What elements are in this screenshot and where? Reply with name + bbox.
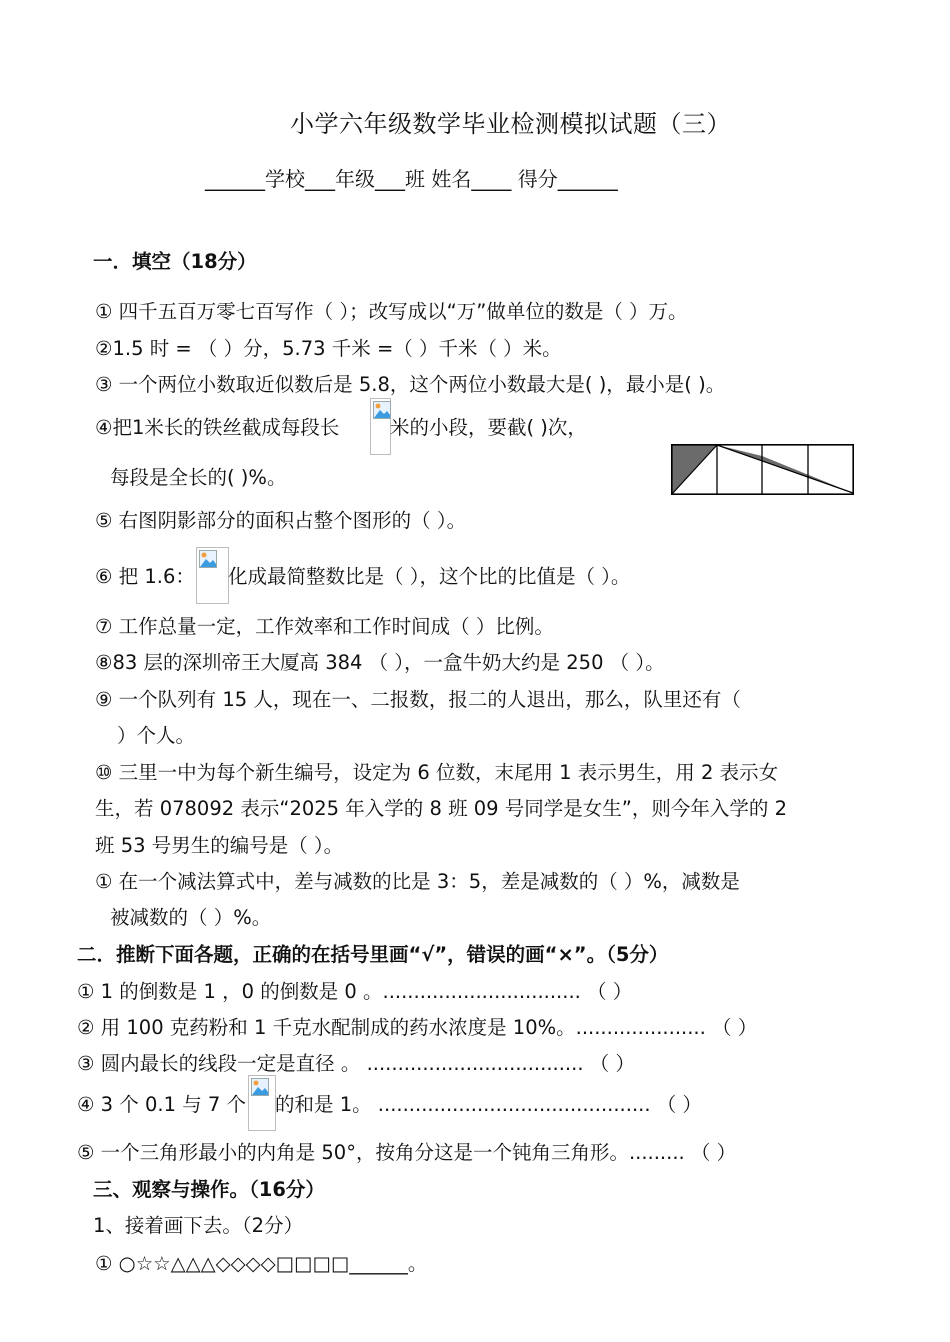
question-3-1: ① ○☆☆△△△◇◇◇◇□□□□______。 bbox=[95, 1252, 428, 1275]
question-1-7: ⑦ 工作总量一定，工作效率和工作时间成（ ）比例。 bbox=[95, 615, 554, 638]
question-2-3: ③ 圆内最长的线段一定是直径 。 ................................... （ ） bbox=[77, 1052, 635, 1075]
fraction-image-placeholder bbox=[370, 398, 391, 455]
question-1-10b: 生，若 078092 表示“2025 年入学的 8 班 09 号同学是女生”，则今年入学的 2 bbox=[95, 797, 787, 820]
section-two-heading: 二．推断下面各题，正确的在括号里画“√”，错误的画“×”。（5分） bbox=[77, 943, 669, 966]
question-1-11a: ① 在一个减法算式中，差与减数的比是 3：5，差是减数的（ ）%，减数是 bbox=[95, 870, 740, 893]
image-icon bbox=[251, 1078, 269, 1096]
question-2-1: ① 1 的倒数是 1 ，0 的倒数是 0 。................................ （ ） bbox=[77, 980, 633, 1003]
question-1-4a-prefix: ④把1米长的铁丝截成每段长 bbox=[95, 416, 340, 439]
image-icon bbox=[373, 401, 391, 419]
fraction-image-placeholder bbox=[248, 1075, 276, 1131]
question-1-11b: 被减数的（ ）%。 bbox=[110, 906, 272, 929]
diagonal-line bbox=[717, 445, 853, 493]
question-1-6-prefix: ⑥ 把 1.6： bbox=[95, 565, 195, 588]
question-1-10a: ⑩ 三里一中为每个新生编号，设定为 6 位数，末尾用 1 表示男生，用 2 表示女 bbox=[95, 761, 779, 784]
shaded-grid-figure bbox=[671, 444, 854, 495]
question-1-4a-suffix: 米的小段，要截( )次， bbox=[390, 416, 587, 439]
student-info-line: ______学校___年级___班 姓名____ 得分______ bbox=[205, 167, 618, 191]
section-one-heading: 一．填空（18分） bbox=[93, 250, 257, 273]
question-1-10c: 班 53 号男生的编号是（ ）。 bbox=[95, 834, 344, 857]
question-1-4b: 每段是全长的( )%。 bbox=[110, 466, 287, 489]
question-1-2: ②1.5 时 = （ ）分，5.73 千米 =（ ）千米（ ）米。 bbox=[95, 337, 562, 360]
question-3-sub1: 1、接着画下去。（2分） bbox=[93, 1214, 304, 1237]
image-icon bbox=[199, 550, 217, 568]
question-1-1: ① 四千五百万零七百写作（ ）；改写成以“万”做单位的数是（ ）万。 bbox=[95, 300, 688, 323]
section-three-heading: 三、观察与操作。（16分） bbox=[93, 1178, 325, 1201]
question-1-9a: ⑨ 一个队列有 15 人，现在一、二报数，报二的人退出，那么，队里还有（ bbox=[95, 688, 741, 711]
question-1-9b: ）个人。 bbox=[117, 724, 196, 747]
question-1-3: ③ 一个两位小数取近似数后是 5.8，这个两位小数最大是( )，最小是( )。 bbox=[95, 373, 726, 396]
question-2-5: ⑤ 一个三角形最小的内角是 50°，按角分这是一个钝角三角形。......... （ ） bbox=[77, 1141, 737, 1164]
question-1-6-suffix: 化成最简整数比是（ ），这个比的比值是（ ）。 bbox=[228, 565, 631, 588]
question-2-4-suffix: 的和是 1。 ............................................ （ ） bbox=[275, 1093, 702, 1116]
question-2-4-prefix: ④ 3 个 0.1 与 7 个 bbox=[77, 1093, 246, 1116]
question-2-2: ② 用 100 克药粉和 1 千克水配制成的药水浓度是 10%。..................... （ ） bbox=[77, 1016, 758, 1039]
question-1-8: ⑧83 层的深圳帝王大厦高 384 （ ），一盒牛奶大约是 250 （ ）。 bbox=[95, 651, 665, 674]
fraction-image-placeholder bbox=[196, 547, 229, 604]
question-1-5: ⑤ 右图阴影部分的面积占整个图形的（ ）。 bbox=[95, 509, 467, 532]
exam-title: 小学六年级数学毕业检测模拟试题（三） bbox=[290, 110, 731, 138]
